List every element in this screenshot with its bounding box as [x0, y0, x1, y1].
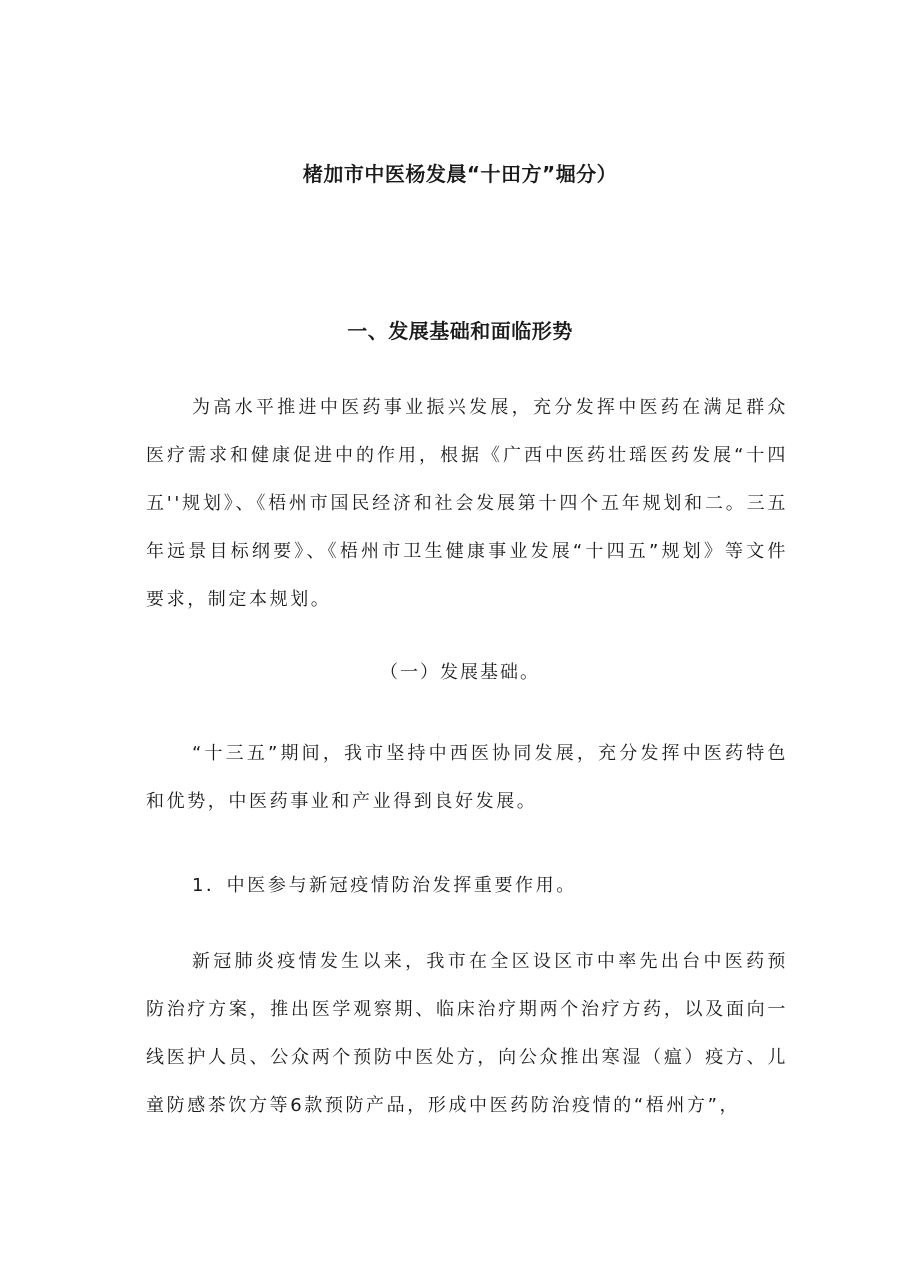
subsection-heading: （一）发展基础。: [380, 662, 540, 683]
intro-paragraph: 为高水平推进中医药事业振兴发展，充分发挥中医药在满足群众医疗需求和健康促进中的作用，根据《广西中医药壮瑶医药发展“十四五''规划》、《梧州市国民经济和社会发展第十四个五年规划和二。三五年远景目标纲要》、《梧州市卫生健康事业发展“十四五”规划》等文件要求，制定本规划。: [146, 397, 788, 610]
item-paragraph: 新冠肺炎疫情发生以来，我市在全区设区市中率先出台中医药预防治疗方案，推出医学观察期、临床治疗期两个治疗方药，以及面向一线医护人员、公众两个预防中医处方，向公众推出寒湿（瘟）疫方、儿童防感茶饮方等6款预防产品，形成中医药防治疫情的“梧州方”，: [146, 951, 788, 1116]
item-heading: 1．中医参与新冠疫情防治发挥重要作用。: [192, 875, 577, 896]
document-title: 楮加市中医杨发晨“十田方”堀分）: [302, 162, 618, 186]
subsection-paragraph: “十三五”期间，我市坚持中西医协同发展，充分发挥中医药特色和优势，中医药事业和产业得到良好发展。: [146, 743, 788, 812]
section-heading: 一、发展基础和面临形势: [347, 319, 573, 343]
